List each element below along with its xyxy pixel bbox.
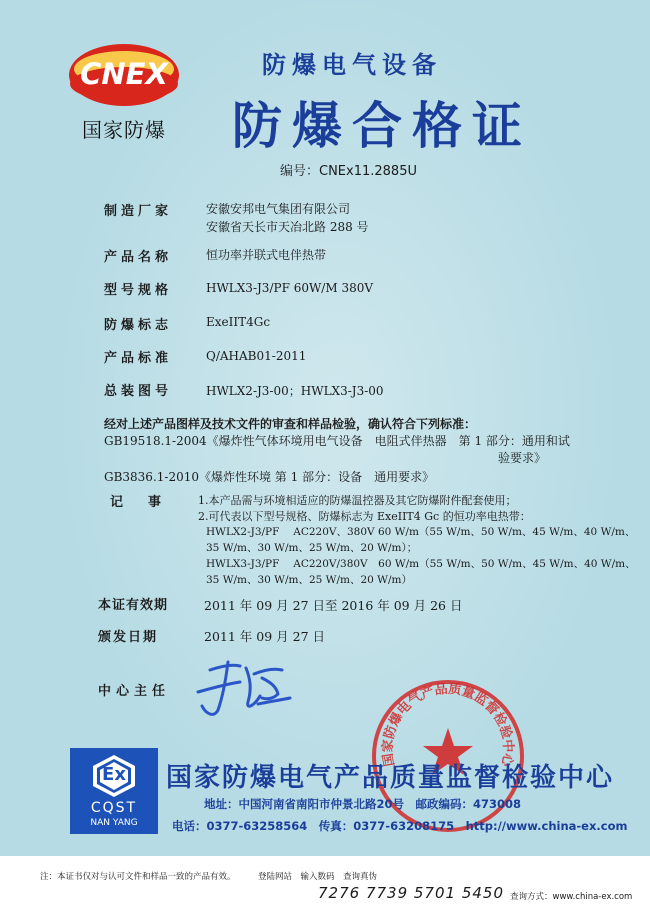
certificate-category: 防爆电气设备 <box>262 51 442 79</box>
cqst-name: CQST <box>90 800 138 816</box>
footer-verification-code: 7276 7739 5701 5450 <box>318 884 504 902</box>
standard-item-1: GB19518.1-2004《爆炸性气体环境用电气设备 电阻式伴热器 第 1 部分：通用和试 <box>104 434 570 448</box>
certificate-title: 防爆合格证 <box>232 97 532 155</box>
field-value-model: HWLX3-J3/PF 60W/M 380V <box>206 281 374 295</box>
logo-subtitle: 国家防爆 <box>82 118 166 142</box>
field-value-ex-marking: ExeIIT4Gc <box>206 315 271 329</box>
field-value-manufacturer: 安徽安邦电气集团有限公司 <box>206 202 351 216</box>
cqst-logo <box>70 748 158 834</box>
footer-query: 登陆网站 输入数码 查询真伪 <box>258 872 378 882</box>
issue-label: 颁发日期 <box>98 630 159 645</box>
note-line-1: 1.本产品需与环境相适应的防爆温控器及其它防爆附件配套使用； <box>198 494 517 507</box>
center-contact: 电话：0377-63258564 传真：0377-63208175 http://www.china-ex.com <box>172 819 628 833</box>
footer-site: 查询方式：www.china-ex.com <box>510 892 633 902</box>
standards-intro: 经对上述产品图样及技术文件的审查和样品检验，确认符合下列标准： <box>104 417 477 431</box>
certificate-number: 编号：CNEx11.2885U <box>280 164 417 179</box>
note-line-2: 2.可代表以下型号规格、防爆标志为 ExeIIT4 Gc 的恒功率电热带： <box>198 510 531 523</box>
center-name: 国家防爆电气产品质量监督检验中心 <box>166 763 615 793</box>
footer-note: 注：本证书仅对与认可文件和样品一致的产品有效。 <box>40 872 236 882</box>
seal-text: 国家防爆电气产品质量监督检验中心 <box>380 681 516 768</box>
field-label-model: 型号规格 <box>104 283 173 298</box>
notes-label: 记 事 <box>110 495 168 510</box>
standard-item-2: GB3836.1-2010《爆炸性环境 第 1 部分：设备 通用要求》 <box>104 470 435 484</box>
field-label-ex-marking: 防爆标志 <box>104 318 173 333</box>
validity-value: 2011 年 09 月 27 日至 2016 年 09 月 26 日 <box>204 598 463 613</box>
note-line-4: 35 W/m、30 W/m、25 W/m、20 W/m）； <box>206 542 418 554</box>
validity-label: 本证有效期 <box>98 598 169 613</box>
field-label-standard: 产品标准 <box>104 351 173 366</box>
svg-text:CNEX: CNEX <box>80 57 168 91</box>
note-line-6: 35 W/m、30 W/m、25 W/m、20 W/m） <box>206 574 412 586</box>
field-label-product-name: 产品名称 <box>104 250 173 265</box>
cnex-logo <box>64 38 184 142</box>
field-value-address: 安徽省天长市天冶北路 288 号 <box>206 220 369 234</box>
field-value-drawing-no: HWLX2-J3-00；HWLX3-J3-00 <box>206 384 384 398</box>
cqst-city: NAN YANG <box>90 818 138 828</box>
official-seal <box>368 676 528 836</box>
field-label-manufacturer: 制造厂家 <box>104 204 173 219</box>
field-value-product-name: 恒功率并联式电伴热带 <box>206 248 327 262</box>
note-line-3: HWLX2-J3/PF AC220V、380V 60 W/m（55 W/m、50 W/m、45 W/m、40 W/m、 <box>206 526 636 538</box>
note-line-5: HWLX3-J3/PF AC220V/380V 60 W/m（55 W/m、50 W/m、45 W/m、40 W/m、 <box>206 558 636 570</box>
ex-badge-text: Ex <box>102 764 126 785</box>
issue-value: 2011 年 09 月 27 日 <box>204 629 325 644</box>
director-label: 中心主任 <box>98 684 171 699</box>
field-label-drawing-no: 总装图号 <box>104 384 173 399</box>
signature-image <box>188 648 298 728</box>
standard-item-1-cont: 验要求》 <box>498 451 547 465</box>
ex-hexagon-badge <box>91 754 137 798</box>
field-value-standard: Q/AHAB01-2011 <box>206 349 307 363</box>
center-address: 地址：中国河南省南阳市仲景北路20号 邮政编码：473008 <box>204 797 522 811</box>
